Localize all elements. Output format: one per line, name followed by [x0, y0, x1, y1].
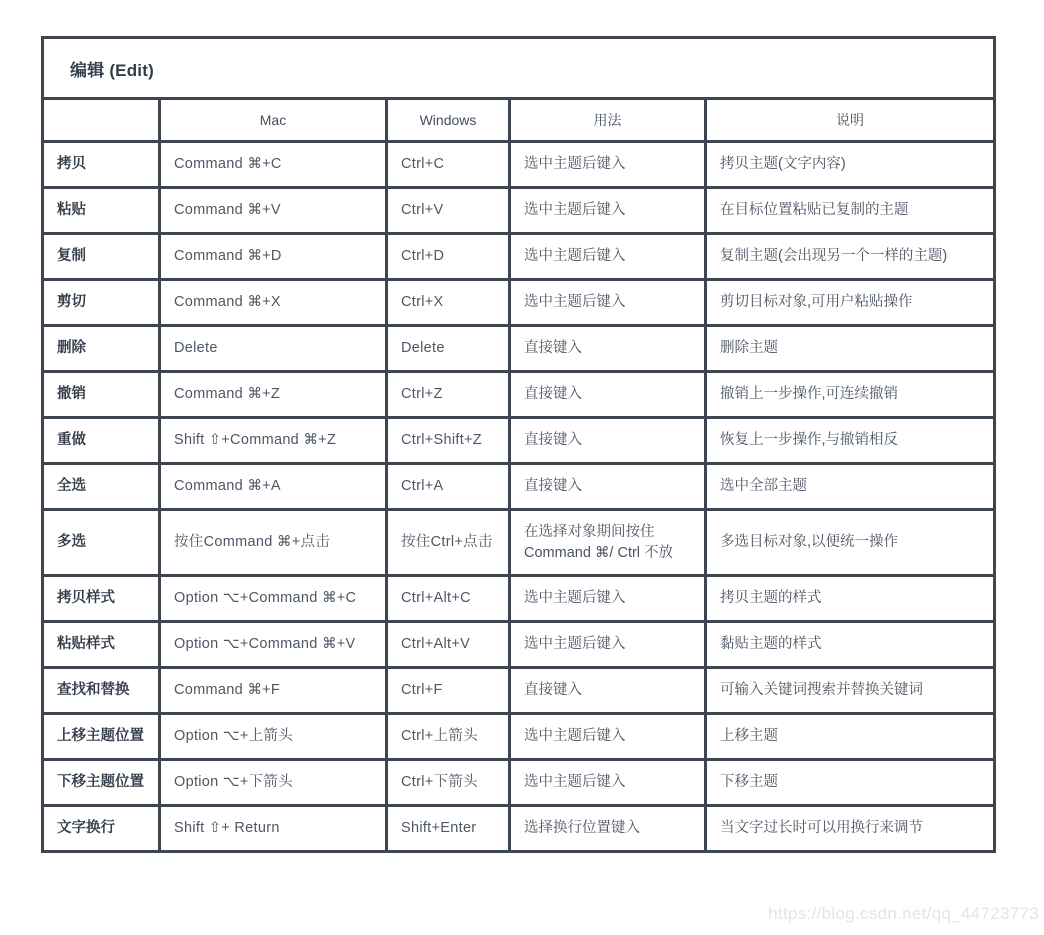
mac-shortcut-cell: Command ⌘+X [160, 280, 387, 326]
usage-cell: 选中主题后键入 [510, 234, 706, 280]
table-row [43, 714, 995, 760]
row-label-cell: 重做 [43, 418, 160, 464]
mac-shortcut-cell: Option ⌥+Command ⌘+C [160, 576, 387, 622]
table-row [43, 372, 995, 418]
row-label-cell: 全选 [43, 464, 160, 510]
windows-shortcut-cell: Ctrl+X [387, 280, 510, 326]
column-header-blank [43, 99, 160, 142]
windows-shortcut-cell: Ctrl+Shift+Z [387, 418, 510, 464]
table-row [43, 668, 995, 714]
windows-shortcut-cell: Ctrl+A [387, 464, 510, 510]
description-cell: 多选目标对象,以便统一操作 [706, 510, 995, 576]
table-row [43, 188, 995, 234]
mac-shortcut-cell: Option ⌥+上箭头 [160, 714, 387, 760]
description-cell: 黏贴主题的样式 [706, 622, 995, 668]
table-row [43, 576, 995, 622]
row-label-cell: 多选 [43, 510, 160, 576]
windows-shortcut-cell: 按住Ctrl+点击 [387, 510, 510, 576]
mac-shortcut-cell: Command ⌘+A [160, 464, 387, 510]
description-cell: 删除主题 [706, 326, 995, 372]
row-label-cell: 上移主题位置 [43, 714, 160, 760]
usage-cell: 直接键入 [510, 668, 706, 714]
usage-cell: 选中主题后键入 [510, 622, 706, 668]
column-header-row [43, 99, 995, 142]
row-label-cell: 拷贝 [43, 142, 160, 188]
mac-shortcut-cell: Option ⌥+Command ⌘+V [160, 622, 387, 668]
windows-shortcut-cell: Ctrl+Alt+V [387, 622, 510, 668]
windows-shortcut-cell: Ctrl+D [387, 234, 510, 280]
mac-shortcut-cell: 按住Command ⌘+点击 [160, 510, 387, 576]
table-row [43, 806, 995, 852]
windows-shortcut-cell: Ctrl+F [387, 668, 510, 714]
table-row [43, 622, 995, 668]
mac-shortcut-cell: Command ⌘+F [160, 668, 387, 714]
mac-shortcut-cell: Option ⌥+下箭头 [160, 760, 387, 806]
column-header-mac: Mac [160, 99, 387, 142]
windows-shortcut-cell: Delete [387, 326, 510, 372]
description-cell: 上移主题 [706, 714, 995, 760]
description-cell: 复制主题(会出现另一个一样的主题) [706, 234, 995, 280]
description-cell: 拷贝主题(文字内容) [706, 142, 995, 188]
description-cell: 选中全部主题 [706, 464, 995, 510]
row-label-cell: 复制 [43, 234, 160, 280]
table-row [43, 280, 995, 326]
row-label-cell: 粘贴样式 [43, 622, 160, 668]
mac-shortcut-cell: Command ⌘+Z [160, 372, 387, 418]
mac-shortcut-cell: Command ⌘+D [160, 234, 387, 280]
column-header-description: 说明 [706, 99, 995, 142]
column-header-windows: Windows [387, 99, 510, 142]
windows-shortcut-cell: Ctrl+下箭头 [387, 760, 510, 806]
table-title: 编辑 (Edit) [43, 38, 995, 99]
usage-cell: 直接键入 [510, 326, 706, 372]
edit-shortcuts-table [41, 36, 996, 853]
usage-cell: 选中主题后键入 [510, 714, 706, 760]
table-row [43, 234, 995, 280]
csdn-watermark: https://blog.csdn.net/qq_44723773 [768, 904, 1039, 923]
description-cell: 下移主题 [706, 760, 995, 806]
usage-cell: 直接键入 [510, 464, 706, 510]
row-label-cell: 下移主题位置 [43, 760, 160, 806]
table-row [43, 464, 995, 510]
table-row [43, 142, 995, 188]
mac-shortcut-cell: Shift ⇧+ Return [160, 806, 387, 852]
usage-cell: 直接键入 [510, 372, 706, 418]
mac-shortcut-cell: Shift ⇧+Command ⌘+Z [160, 418, 387, 464]
row-label-cell: 撤销 [43, 372, 160, 418]
description-cell: 可输入关键词搜索并替换关键词 [706, 668, 995, 714]
description-cell: 在目标位置粘贴已复制的主题 [706, 188, 995, 234]
usage-cell: 选中主题后键入 [510, 280, 706, 326]
mac-shortcut-cell: Command ⌘+V [160, 188, 387, 234]
usage-cell: 选择换行位置键入 [510, 806, 706, 852]
table-row [43, 418, 995, 464]
description-cell: 撤销上一步操作,可连续撤销 [706, 372, 995, 418]
description-cell: 剪切目标对象,可用户粘贴操作 [706, 280, 995, 326]
windows-shortcut-cell: Ctrl+Alt+C [387, 576, 510, 622]
table-row [43, 510, 995, 576]
row-label-cell: 粘贴 [43, 188, 160, 234]
mac-shortcut-cell: Command ⌘+C [160, 142, 387, 188]
mac-shortcut-cell: Delete [160, 326, 387, 372]
usage-cell: 直接键入 [510, 418, 706, 464]
table-row [43, 760, 995, 806]
windows-shortcut-cell: Ctrl+Z [387, 372, 510, 418]
column-header-usage: 用法 [510, 99, 706, 142]
usage-cell: 选中主题后键入 [510, 760, 706, 806]
windows-shortcut-cell: Ctrl+C [387, 142, 510, 188]
row-label-cell: 查找和替换 [43, 668, 160, 714]
row-label-cell: 文字换行 [43, 806, 160, 852]
row-label-cell: 拷贝样式 [43, 576, 160, 622]
row-label-cell: 删除 [43, 326, 160, 372]
usage-cell: 选中主题后键入 [510, 188, 706, 234]
table-title-row [43, 38, 995, 99]
usage-cell: 选中主题后键入 [510, 576, 706, 622]
windows-shortcut-cell: Ctrl+上箭头 [387, 714, 510, 760]
description-cell: 拷贝主题的样式 [706, 576, 995, 622]
description-cell: 恢复上一步操作,与撤销相反 [706, 418, 995, 464]
windows-shortcut-cell: Shift+Enter [387, 806, 510, 852]
windows-shortcut-cell: Ctrl+V [387, 188, 510, 234]
row-label-cell: 剪切 [43, 280, 160, 326]
usage-cell: 选中主题后键入 [510, 142, 706, 188]
description-cell: 当文字过长时可以用换行来调节 [706, 806, 995, 852]
table-row [43, 326, 995, 372]
usage-cell: 在选择对象期间按住 Command ⌘/ Ctrl 不放 [510, 510, 706, 576]
